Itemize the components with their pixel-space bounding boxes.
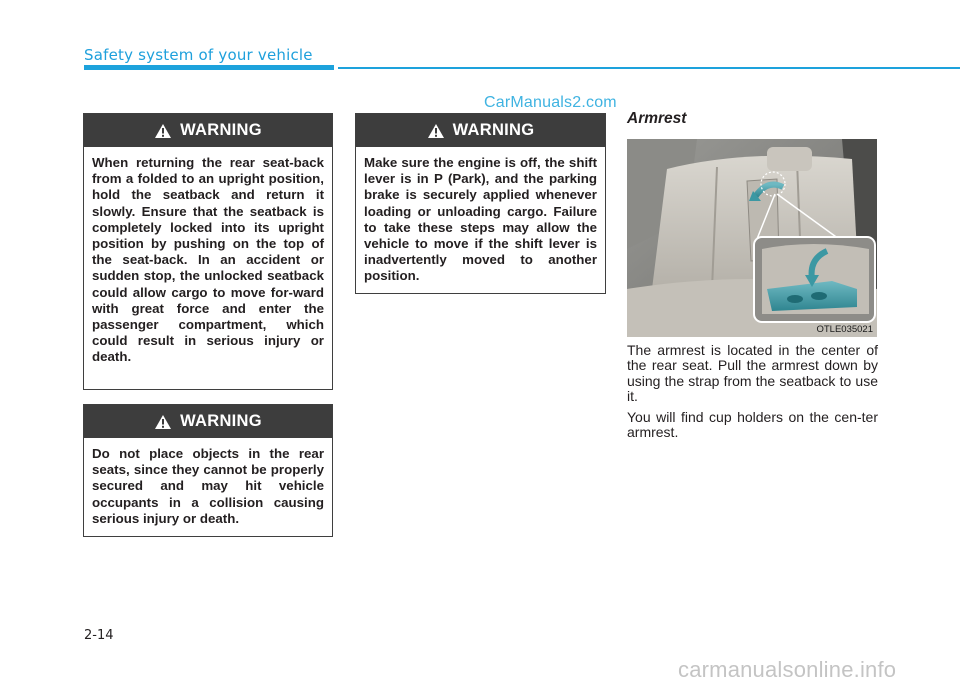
warning-triangle-icon (154, 414, 172, 430)
warning-triangle-icon (154, 123, 172, 139)
warning-triangle-icon (427, 123, 445, 139)
warning-text: Do not place objects in the rear seats, since they cannot be properly secured and may hit vehicle occupants in a collision causing serious injury or death. (92, 446, 324, 526)
image-code: OTLE035021 (816, 324, 873, 335)
warning-header (356, 114, 605, 147)
warning-text: Make sure the engine is off, the shift lever is in P (Park), and the parking brake is securely applied whenever loading or unloading cargo. Failure to take these steps may allow the vehicle to move if the shift lever is inadvertently moved to another position. (364, 155, 597, 284)
warning-text: When returning the rear seat-back from a folded to an upright position, hold the seatback and return it slowly. Ensure that the seatback is completely locked into its upright position by pushing on the top of the seat-back. In an accident or sudden stop, the unlocked seatback could allow cargo to move for-ward with great force and enter the passenger compartment, which could result in serious injury or death. (92, 155, 324, 365)
watermark-top[interactable]: CarManuals2.com (484, 94, 617, 111)
armrest-photo (627, 139, 877, 337)
warning-box-engine-off (355, 113, 606, 294)
warning-header (84, 405, 332, 438)
warning-label: WARNING (180, 121, 262, 139)
warning-label: WARNING (180, 412, 262, 430)
warning-box-seatback (83, 113, 333, 390)
section-title: Safety system of your vehicle (84, 46, 313, 64)
armrest-paragraph-1: The armrest is located in the center of the rear seat. Pull the armrest down by using the strap from the seatback to use it. (627, 342, 878, 405)
warning-box-rear-seat-objects (83, 404, 333, 537)
warning-header (84, 114, 332, 147)
watermark-bottom[interactable]: carmanualsonline.info (678, 657, 897, 682)
page-number: 2-14 (84, 628, 114, 643)
warning-label: WARNING (452, 121, 535, 139)
rear-seat-illustration (627, 139, 877, 337)
header-rule-thin (338, 67, 960, 69)
header-rule-thick (84, 65, 334, 70)
armrest-paragraph-2: You will find cup holders on the cen-ter armrest. (627, 409, 878, 441)
armrest-heading: Armrest (627, 110, 687, 127)
